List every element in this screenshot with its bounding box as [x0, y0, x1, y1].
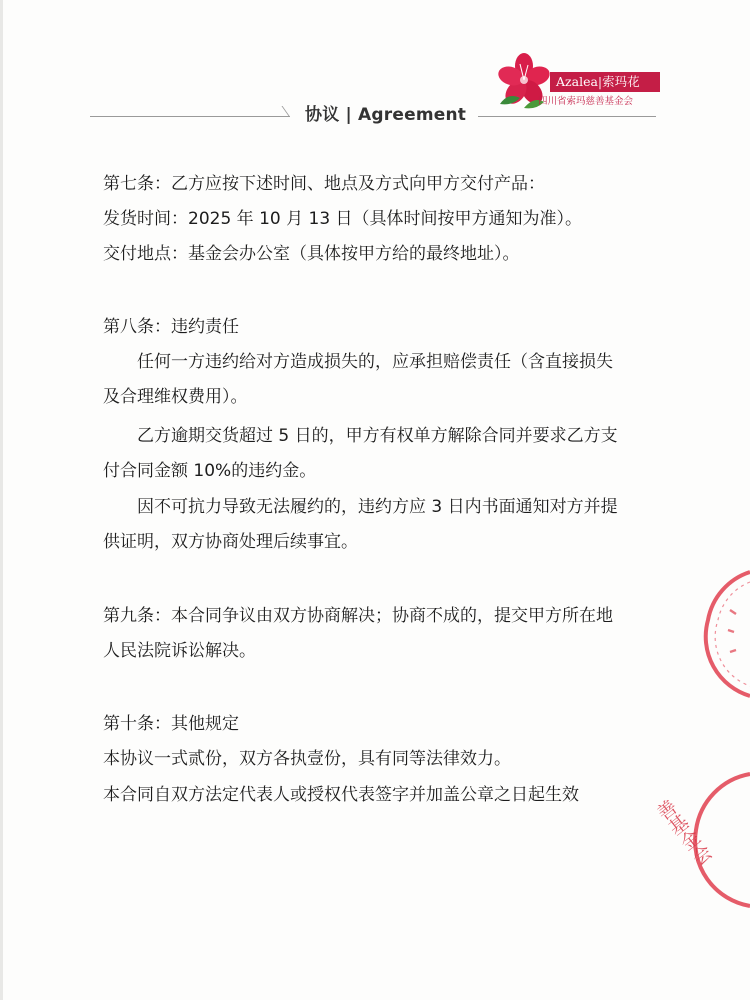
article-9-line-1: 第九条：本合同争议由双方协商解决；协商不成的，提交甲方所在地 [103, 606, 613, 626]
logo-org-name: 四川省索玛慈善基金会 [538, 96, 634, 107]
article-7-delivery-place: 交付地点：基金会办公室（具体按甲方给的最终地址）。 [103, 244, 520, 264]
seal-stamp-partial-upper [700, 570, 750, 700]
header-rule-notch [281, 106, 301, 116]
page-title: 协议 | Agreement [305, 105, 467, 125]
article-8-paragraph-2-cont: 付合同金额 10%的违约金。 [103, 461, 317, 481]
article-8-paragraph-2: 乙方逾期交货超过 5 日的，甲方有权单方解除合同并要求乙方支 [137, 426, 618, 446]
seal-text: 善基金会 [650, 796, 716, 870]
article-10-heading: 第十条：其他规定 [103, 714, 239, 734]
scan-edge [0, 0, 3, 1000]
article-8-paragraph-3-cont: 供证明，双方协商处理后续事宜。 [103, 532, 358, 552]
article-7-delivery-time: 发货时间：2025 年 10 月 13 日（具体时间按甲方通知为准）。 [103, 209, 583, 229]
article-9-line-2: 人民法院诉讼解决。 [103, 641, 256, 661]
article-10-line-1: 本协议一式贰份，双方各执壹份，具有同等法律效力。 [103, 749, 511, 769]
article-7-heading: 第七条：乙方应按下述时间、地点及方式向甲方交付产品： [103, 174, 545, 194]
article-8-heading: 第八条：违约责任 [103, 317, 239, 337]
article-8-paragraph-1: 任何一方违约给对方造成损失的，应承担赔偿责任（含直接损失 [137, 352, 613, 372]
header-rule-left [90, 116, 290, 117]
article-8-paragraph-3: 因不可抗力导致无法履约的，违约方应 3 日内书面通知对方并提 [137, 497, 618, 517]
header-rule-right [478, 116, 656, 117]
article-10-line-2: 本合同自双方法定代表人或授权代表签字并加盖公章之日起生效 [103, 785, 579, 805]
article-8-paragraph-1-cont: 及合理维权费用）。 [103, 387, 248, 407]
logo-name: Azalea|索玛花 [550, 72, 660, 92]
